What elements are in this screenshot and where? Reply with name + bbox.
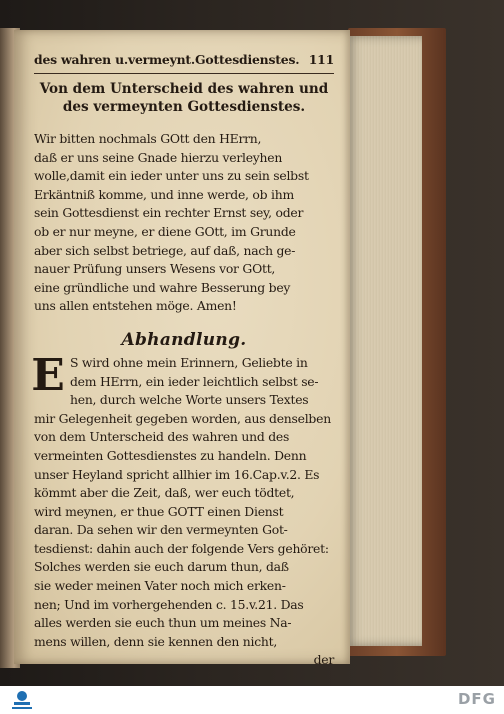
section-heading: Abhandlung.: [121, 329, 247, 350]
section-title-line-1: Von dem Unterscheid des wahren und: [39, 81, 329, 97]
body-line: Solches werden sie euch darum thun, daß: [34, 559, 289, 575]
body-line: unser Heyland spricht allhier im 16.Cap.v.2. Es: [34, 466, 320, 482]
body-line: wird meynen, er thue GOTT einen Dienst: [34, 503, 284, 519]
body-line: mir Gelegenheit gegeben worden, aus denselben: [34, 410, 331, 426]
body-line: kömmt aber die Zeit, daß, wer euch tödtet,: [34, 485, 295, 501]
intro-line: aber sich selbst betriege, auf daß, nach ge-: [34, 242, 296, 258]
body-line: sie weder meinen Vater noch mich erken-: [34, 578, 286, 594]
section-title-line-2: des vermeynten Gottesdienstes.: [62, 99, 306, 115]
head-rule: [34, 73, 334, 74]
body-line: S wird ohne mein Erinnern, Geliebte in: [70, 354, 308, 370]
intro-line: wolle,damit ein ieder unter uns zu sein selbst: [34, 168, 309, 184]
body-line: vermeinten Gottesdienstes zu handeln. Denn: [34, 447, 307, 463]
intro-line: sein Gottesdienst ein rechter Ernst sey, oder: [34, 205, 304, 221]
intro-paragraph: [34, 130, 334, 316]
drop-cap: E: [31, 349, 65, 401]
intro-line: ob er nur meyne, er diene GOtt, im Grunde: [34, 223, 296, 239]
intro-line: uns allen entstehen möge. Amen!: [34, 298, 237, 314]
intro-line: daß er uns seine Gnade hierzu verleyhen: [34, 149, 283, 165]
body-line: alles werden sie euch thun um meines Na-: [34, 615, 292, 631]
page-edges: [346, 36, 422, 646]
main-paragraph: [31, 349, 334, 670]
intro-line: Wir bitten nochmals GOtt den HErrn,: [34, 131, 262, 146]
intro-line: eine gründliche und wahre Besserung bey: [34, 279, 291, 295]
body-line: daran. Da sehen wir den vermeynten Got-: [34, 522, 288, 538]
dfg-logo: DFG: [457, 690, 496, 708]
intro-line: Erkäntniß komme, und inne werde, ob ihm: [34, 186, 294, 202]
library-logo-icon: [6, 686, 38, 714]
text-block: [31, 52, 334, 670]
viewer-footer: [0, 686, 504, 714]
running-head: [34, 52, 334, 67]
catchword: der: [313, 652, 334, 668]
book-page: [14, 30, 350, 668]
body-line: tesdienst: dahin auch der folgende Vers gehöret:: [34, 540, 329, 556]
body-line: nen; Und im vorhergehenden c. 15.v.21. Das: [34, 596, 304, 612]
intro-line: nauer Prüfung unsers Wesens vor GOtt,: [34, 261, 276, 277]
body-line: mens willen, denn sie kennen den nicht,: [34, 633, 278, 649]
body-line: hen, durch welche Worte unsers Textes: [70, 392, 309, 408]
body-line: von dem Unterscheid des wahren und des: [34, 429, 290, 445]
running-head-title: des wahren u.vermeynt.Gottesdienstes.: [34, 52, 300, 67]
body-line: dem HErrn, ein ieder leichtlich selbst se-: [70, 373, 319, 389]
page-number: 111: [308, 52, 334, 67]
